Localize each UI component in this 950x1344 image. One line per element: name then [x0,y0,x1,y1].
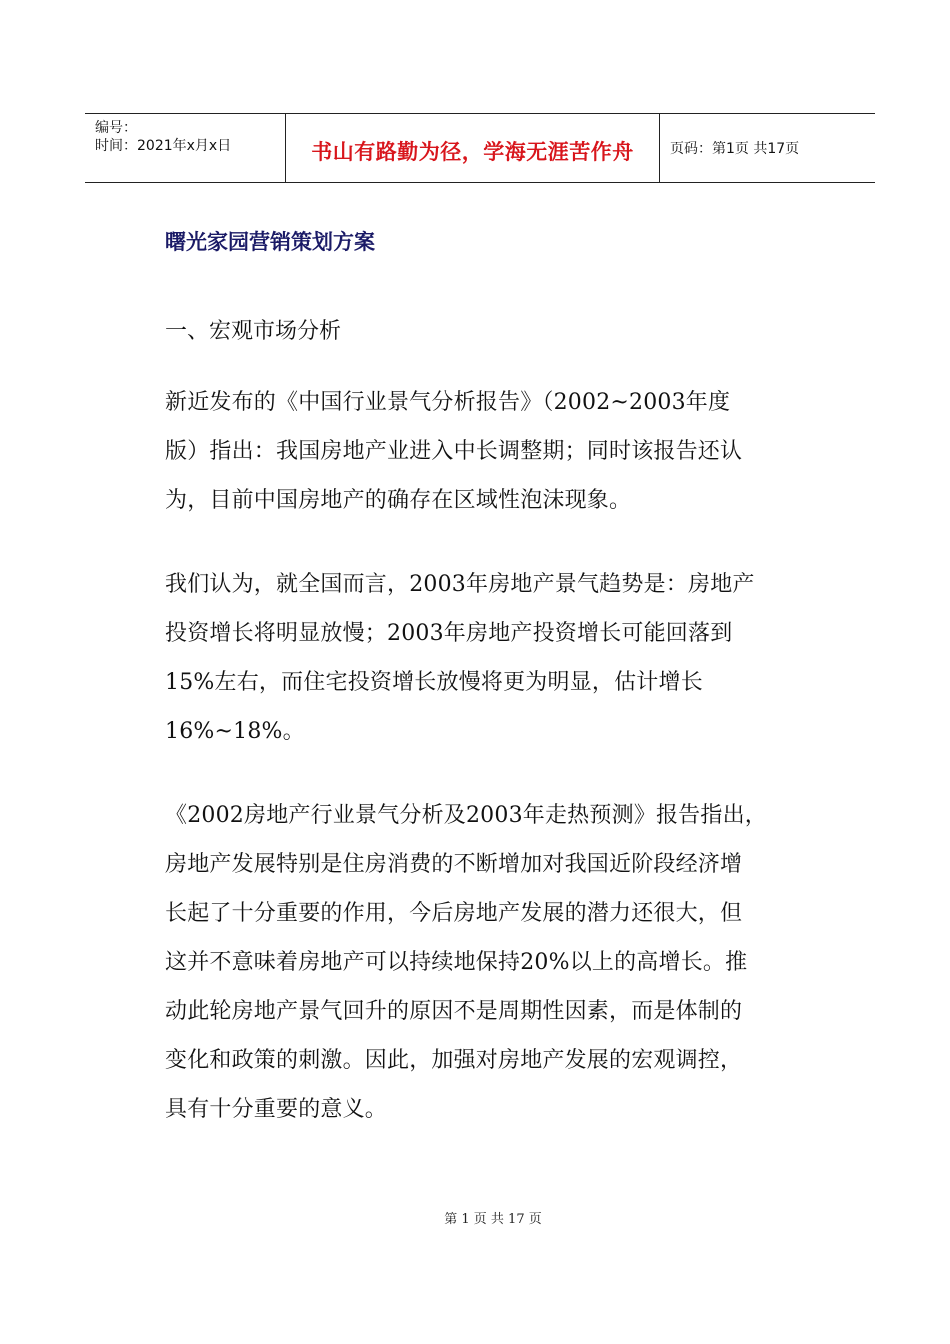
paragraph-line: 投资增长将明显放慢；2003年房地产投资增长可能回落到 [165,621,733,646]
header-meta-cell [85,114,286,182]
document-date-label: 时间：2021年x月x日 [95,138,232,154]
paragraph-line: 新近发布的《中国行业景气分析报告》（2002~2003年度 [165,390,731,415]
paragraph-2 [165,560,795,756]
section-heading: 一、宏观市场分析 [165,319,342,344]
paragraph-line: 15%左右，而住宅投资增长放慢将更为明显，估计增长 [165,670,703,695]
header-page-info: 页码：第1页 共17页 [670,141,800,157]
paragraph-1 [165,378,795,525]
paragraph-line: 长起了十分重要的作用，今后房地产发展的潜力还很大，但 [165,901,743,926]
document-number-label: 编号： [95,120,137,136]
paragraph-line: 版）指出：我国房地产业进入中长调整期；同时该报告还认 [165,439,743,464]
paragraph-line: 房地产发展特别是住房消费的不断增加对我国近阶段经济增 [165,852,743,877]
document-header [85,113,875,183]
page-footer: 第 1 页 共 17 页 [444,1212,542,1227]
header-motto: 书山有路勤为径，学海无涯苦作舟 [311,140,634,164]
paragraph-3 [165,791,795,1134]
paragraph-line: 这并不意味着房地产可以持续地保持20%以上的高增长。推 [165,950,748,975]
header-page-cell [660,114,875,182]
paragraph-line: 变化和政策的刺激。因此，加强对房地产发展的宏观调控， [165,1048,743,1073]
paragraph-line: 具有十分重要的意义。 [165,1097,388,1122]
header-motto-cell [286,114,660,182]
paragraph-line: 为，目前中国房地产的确存在区域性泡沫现象。 [165,488,632,513]
paragraph-line: 我们认为，就全国而言，2003年房地产景气趋势是：房地产 [165,572,755,597]
paragraph-line: 16%~18%。 [165,719,305,744]
paragraph-line: 《2002房地产行业景气分析及2003年走热预测》报告指出， [165,803,767,828]
paragraph-line: 动此轮房地产景气回升的原因不是周期性因素，而是体制的 [165,999,743,1024]
document-title: 曙光家园营销策划方案 [165,230,375,254]
